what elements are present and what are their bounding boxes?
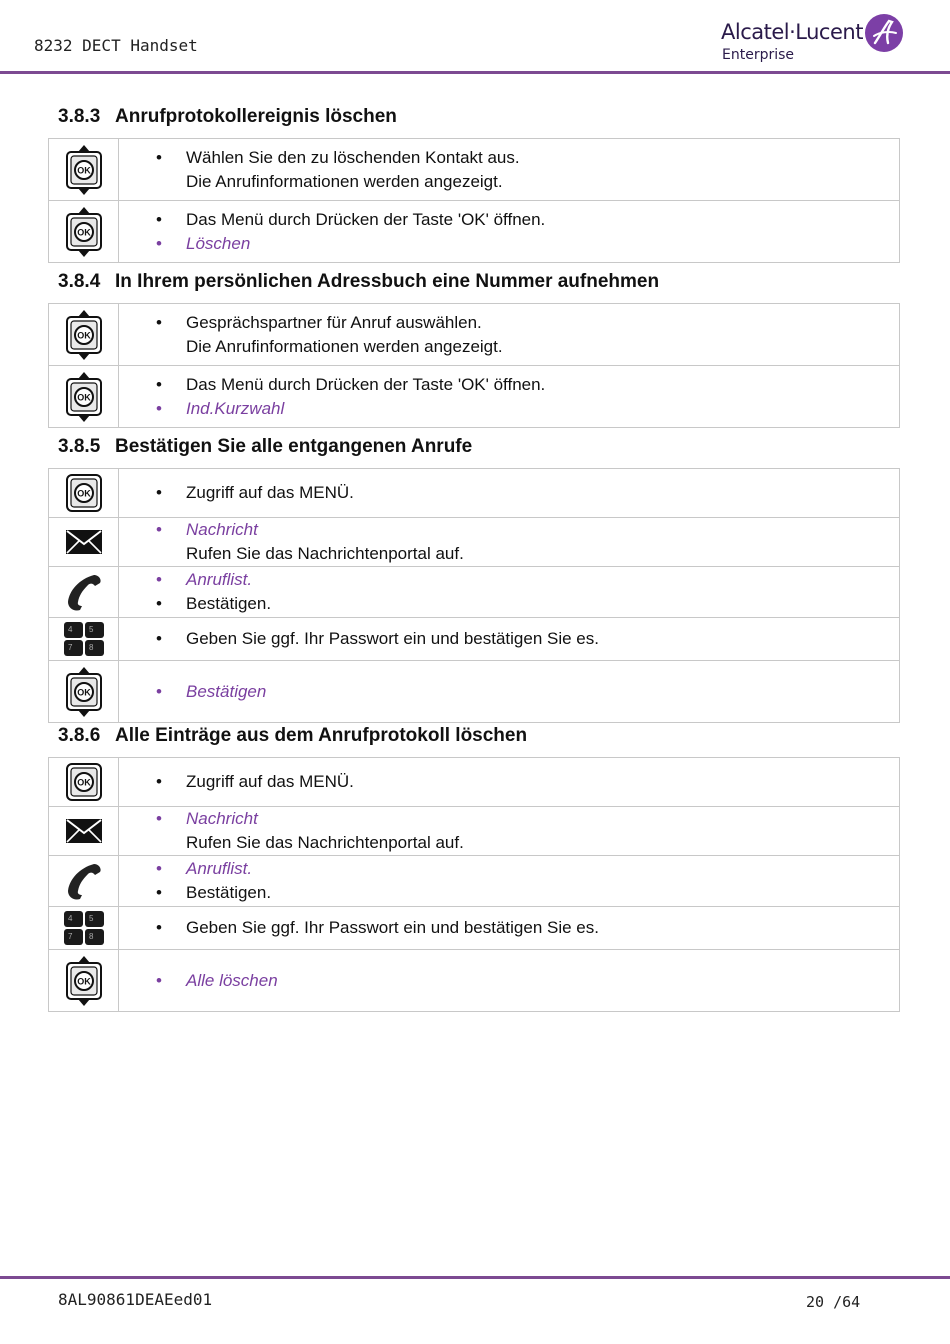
step-text-cell — [119, 661, 900, 723]
step-row — [49, 518, 900, 567]
line-text: Rufen Sie das Nachrichtenportal auf. — [186, 833, 464, 852]
menu-option-text — [156, 857, 899, 881]
step-row — [49, 661, 900, 723]
line-text: Alle löschen — [186, 970, 278, 990]
ok-navigator-icon — [49, 139, 119, 201]
svg-text:OK: OK — [76, 777, 91, 788]
bullet-icon: • — [156, 520, 162, 539]
instruction-line — [156, 208, 899, 232]
bullet-icon: • — [156, 570, 162, 589]
menu-option-text — [156, 397, 899, 421]
step-row — [49, 139, 900, 201]
document-title: 8232 DECT Handset — [34, 36, 198, 55]
alcatel-lucent-logo-icon — [865, 14, 903, 52]
svg-text:7: 7 — [67, 932, 72, 941]
section-title-text: Anrufprotokollereignis löschen — [115, 106, 397, 127]
step-text-cell — [119, 618, 900, 661]
steps-table — [48, 138, 900, 263]
line-text: Anruflist. — [186, 859, 253, 878]
svg-text:5: 5 — [88, 914, 93, 923]
keypad-icon — [49, 618, 119, 661]
bullet-icon: • — [156, 398, 162, 418]
section-title-text: Alle Einträge aus dem Anrufprotokoll löschen — [115, 725, 528, 746]
menu-option-text — [156, 680, 899, 704]
header-divider — [0, 71, 950, 74]
instruction-line — [156, 770, 899, 794]
instruction-line — [156, 592, 899, 616]
menu-option-text — [156, 232, 899, 256]
svg-text:8: 8 — [88, 932, 93, 941]
section-heading — [58, 436, 472, 458]
ok-navigator-icon — [49, 366, 119, 428]
section-number: 3.8.4 — [58, 271, 101, 292]
menu-option-text — [156, 969, 899, 993]
line-text: Wählen Sie den zu löschenden Kontakt aus. — [186, 147, 520, 167]
svg-text:OK: OK — [76, 392, 91, 402]
step-row — [49, 618, 900, 661]
line-text: Geben Sie ggf. Ihr Passwort ein und bestätigen Sie es. — [186, 918, 599, 937]
step-text-cell — [119, 201, 900, 263]
logo-sub-text: Enterprise — [722, 47, 795, 63]
instruction-line — [156, 311, 899, 335]
bullet-icon: • — [156, 918, 162, 937]
bullet-icon: • — [156, 147, 162, 167]
ok-key-icon — [49, 758, 119, 807]
ok-navigator-icon — [49, 661, 119, 723]
step-row — [49, 907, 900, 950]
line-text: Zugriff auf das MENÜ. — [186, 483, 354, 502]
bullet-icon: • — [156, 883, 162, 902]
menu-option-text — [156, 568, 899, 592]
bullet-icon: • — [156, 809, 162, 828]
phone-handset-icon — [49, 856, 119, 907]
step-text-cell — [119, 518, 900, 567]
svg-text:OK: OK — [76, 976, 91, 986]
step-row — [49, 567, 900, 618]
envelope-icon — [49, 807, 119, 856]
section-heading — [58, 106, 397, 128]
line-text: Löschen — [186, 233, 251, 253]
line-text: Geben Sie ggf. Ihr Passwort ein und bestätigen Sie es. — [186, 629, 599, 648]
line-text: Die Anrufinformationen werden angezeigt. — [186, 171, 503, 191]
instruction-line — [156, 831, 899, 855]
section-title-text: In Ihrem persönlichen Adressbuch eine Nummer aufnehmen — [115, 271, 660, 292]
ok-key-icon — [49, 469, 119, 518]
phone-handset-icon — [49, 567, 119, 618]
svg-text:OK: OK — [76, 165, 91, 175]
line-text: Bestätigen — [186, 681, 267, 701]
line-text: Zugriff auf das MENÜ. — [186, 772, 354, 791]
document-id: 8AL90861DEAEed01 — [58, 1290, 213, 1309]
line-text: Das Menü durch Drücken der Taste 'OK' öffnen. — [186, 374, 546, 394]
svg-text:OK: OK — [76, 330, 91, 340]
step-text-cell — [119, 366, 900, 428]
step-row — [49, 856, 900, 907]
bullet-icon: • — [156, 859, 162, 878]
step-text-cell — [119, 139, 900, 201]
line-text: Rufen Sie das Nachrichtenportal auf. — [186, 544, 464, 563]
bullet-icon: • — [156, 594, 162, 613]
menu-option-text — [156, 518, 899, 542]
line-text: Gesprächspartner für Anruf auswählen. — [186, 312, 482, 332]
step-row — [49, 950, 900, 1012]
instruction-line — [156, 881, 899, 905]
bullet-icon: • — [156, 312, 162, 332]
svg-text:OK: OK — [76, 488, 91, 499]
step-text-cell — [119, 856, 900, 907]
step-row — [49, 758, 900, 807]
step-row — [49, 201, 900, 263]
line-text: Die Anrufinformationen werden angezeigt. — [186, 336, 503, 356]
menu-option-text — [156, 807, 899, 831]
svg-text:OK: OK — [76, 227, 91, 237]
line-text: Ind.Kurzwahl — [186, 398, 285, 418]
bullet-icon: • — [156, 483, 162, 502]
section-title-text: Bestätigen Sie alle entgangenen Anrufe — [115, 436, 473, 457]
instruction-line — [156, 481, 899, 505]
step-text-cell — [119, 950, 900, 1012]
step-text-cell — [119, 304, 900, 366]
step-row — [49, 469, 900, 518]
logo-brand-text: Alcatel·Lucent — [721, 20, 863, 44]
line-text: Anruflist. — [186, 570, 253, 589]
section-heading — [58, 725, 527, 747]
bullet-icon: • — [156, 233, 162, 253]
line-text: Das Menü durch Drücken der Taste 'OK' öffnen. — [186, 209, 546, 229]
instruction-line — [156, 170, 899, 194]
line-text: Nachricht — [186, 809, 258, 828]
page-number: 20 /64 — [806, 1293, 861, 1311]
instruction-line — [156, 542, 899, 566]
svg-text:5: 5 — [88, 625, 93, 634]
instruction-line — [156, 916, 899, 940]
step-text-cell — [119, 907, 900, 950]
svg-text:8: 8 — [88, 643, 93, 652]
instruction-line — [156, 373, 899, 397]
step-text-cell — [119, 758, 900, 807]
step-text-cell — [119, 469, 900, 518]
section-number: 3.8.3 — [58, 106, 101, 127]
bullet-icon: • — [156, 681, 162, 701]
ok-navigator-icon — [49, 201, 119, 263]
steps-table — [48, 468, 900, 723]
step-row — [49, 366, 900, 428]
step-text-cell — [119, 567, 900, 618]
step-row — [49, 807, 900, 856]
section-heading — [58, 271, 659, 293]
steps-table — [48, 757, 900, 1012]
section-number: 3.8.6 — [58, 725, 101, 746]
keypad-icon — [49, 907, 119, 950]
bullet-icon: • — [156, 970, 162, 990]
bullet-icon: • — [156, 629, 162, 648]
bullet-icon: • — [156, 209, 162, 229]
svg-text:7: 7 — [67, 643, 72, 652]
step-row — [49, 304, 900, 366]
svg-text:4: 4 — [67, 914, 72, 923]
bullet-icon: • — [156, 772, 162, 791]
ok-navigator-icon — [49, 950, 119, 1012]
section-number: 3.8.5 — [58, 436, 101, 457]
line-text: Bestätigen. — [186, 594, 272, 613]
line-text: Bestätigen. — [186, 883, 272, 902]
svg-text:4: 4 — [67, 625, 72, 634]
instruction-line — [156, 335, 899, 359]
step-text-cell — [119, 807, 900, 856]
steps-table — [48, 303, 900, 428]
instruction-line — [156, 146, 899, 170]
company-logo — [721, 14, 921, 66]
line-text: Nachricht — [186, 520, 258, 539]
svg-text:OK: OK — [76, 687, 91, 697]
instruction-line — [156, 627, 899, 651]
bullet-icon: • — [156, 374, 162, 394]
footer-divider — [0, 1276, 950, 1279]
ok-navigator-icon — [49, 304, 119, 366]
envelope-icon — [49, 518, 119, 567]
